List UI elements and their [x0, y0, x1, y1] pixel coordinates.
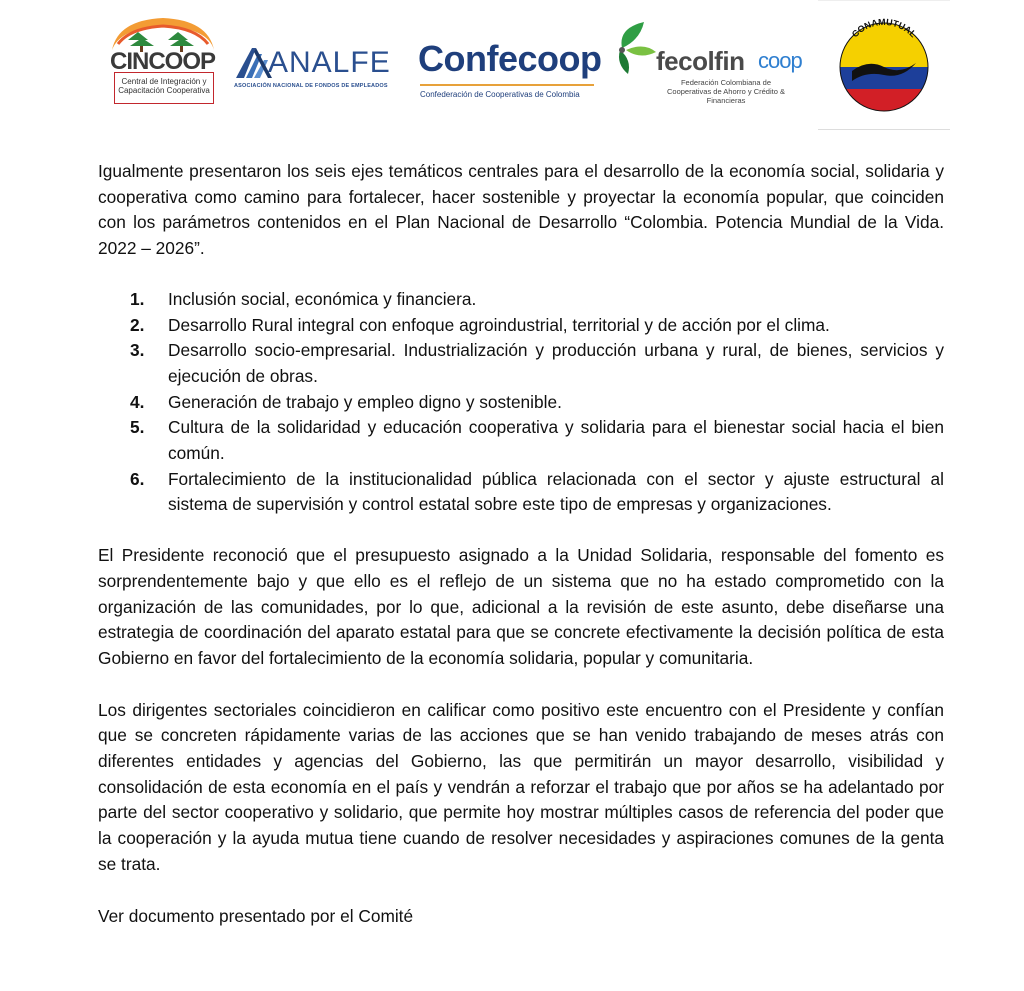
list-item-number: 5.	[130, 417, 145, 438]
list-item-number: 3.	[130, 340, 145, 361]
paragraph-presidente: El Presidente reconoció que el presupuesto asignado a la Unidad Solidaria, responsable del fomento es sorprendentemente bajo y que ello es el reflejo de un sistema que no ha estado comprometido con la organización de las comunidades, por lo que, adicional a la revisión de este asunto, debe diseñarse una estrategia de coordinación del aparato estatal para que se concrete efectivamente la decisión política de esta Gobierno en favor del fortalecimiento de la economía solidaria, popular y comunitaria.	[98, 545, 944, 668]
list-item-number: 4.	[130, 391, 145, 412]
conamutual-seal-icon	[818, 1, 950, 129]
list-item-text: Fortalecimiento de la institucionalidad pública relacionada con el sector y ajuste estructural al sistema de supervisión y control estatal sobre este tipo de empresas y organizaciones.	[168, 468, 944, 515]
list-item-number: 1.	[130, 288, 145, 309]
analfe-logo	[234, 44, 390, 94]
conamutual-logo	[818, 0, 950, 130]
confecoop-logo	[418, 38, 602, 104]
list-item	[98, 287, 944, 313]
paragraph-ejes-tematicos: Igualmente presentaron los seis ejes temáticos centrales para el desarrollo de la economía social, solidaria y cooperativa como camino para fortalecer, hacer sostenible y proyectar la economía popular, que coinciden con los parámetros contenidos en el Plan Nacional de Desarrollo “Colombia. Potencia Mundial de la Vida. 2022 – 2026”.	[98, 161, 944, 259]
fecolfin-logo	[614, 20, 810, 105]
fecolfin-name: fecolfin	[656, 46, 745, 76]
document-body	[98, 159, 944, 929]
list-item-text: Desarrollo socio-empresarial. Industrialización y producción urbana y rural, de bienes, servicios y ejecución de obras.	[168, 340, 944, 386]
fecolfin-coop-mark: coop	[758, 48, 802, 73]
paragraph-dirigentes: Los dirigentes sectoriales coincidieron en calificar como positivo este encuentro con el Presidente y confían que se concreten rápidamente varias de las acciones que se han venido trabajando de meses atrás con diferentes entidades y agencias del Gobierno, las que permitirán un mayor desarrollo, visibilidad y consolidación de esta economía en el país y vendrán a reforzar el trabajo que por años se ha adelantado por parte del sector cooperativo y solidario, que permite hoy mostrar múltiples casos de referencia del poder que la cooperación y la ayuda mutua tiene cuando de resolver necesidades y aspiraciones comunes de la genta se trata.	[98, 699, 944, 874]
list-item-number: 2.	[130, 314, 145, 335]
list-item-text: Desarrollo Rural integral con enfoque agroindustrial, territorial y de acción por el clima.	[168, 314, 830, 335]
list-item	[98, 338, 944, 389]
analfe-tagline: ASOCIACIÓN NACIONAL DE FONDOS DE EMPLEADOS	[234, 83, 388, 89]
fecolfin-leaf-icon	[614, 20, 658, 76]
list-item	[98, 313, 944, 339]
list-item	[98, 467, 944, 518]
cincoop-logo	[108, 14, 218, 96]
cincoop-tagline: Central de Integración y Capacitación Cooperativa	[114, 72, 214, 104]
list-item	[98, 390, 944, 416]
confecoop-tagline: Confederación de Cooperativas de Colombia	[420, 90, 580, 99]
list-item-text: Generación de trabajo y empleo digno y sostenible.	[168, 391, 562, 412]
confecoop-name: Confecoop	[418, 38, 602, 79]
list-item-text: Inclusión social, económica y financiera.	[168, 288, 477, 309]
fecolfin-tagline: Federación Colombiana de Cooperativas de Ahorro y Crédito & Financieras	[667, 78, 785, 105]
ver-documento-link[interactable]: Ver documento presentado por el Comité	[98, 905, 414, 926]
list-item-number: 6.	[130, 468, 145, 489]
svg-text:CONAMUTUAL: CONAMUTUAL	[849, 16, 919, 40]
list-item-text: Cultura de la solidaridad y educación cooperativa y solidaria para el bienestar social hacia el bien común.	[168, 417, 944, 464]
ejes-list	[98, 287, 944, 518]
confecoop-underline	[420, 84, 594, 86]
list-item	[98, 415, 944, 466]
analfe-name: ANALFE	[268, 46, 391, 79]
partner-logos-header	[0, 0, 1024, 135]
cincoop-name: CINCOOP	[110, 48, 216, 75]
